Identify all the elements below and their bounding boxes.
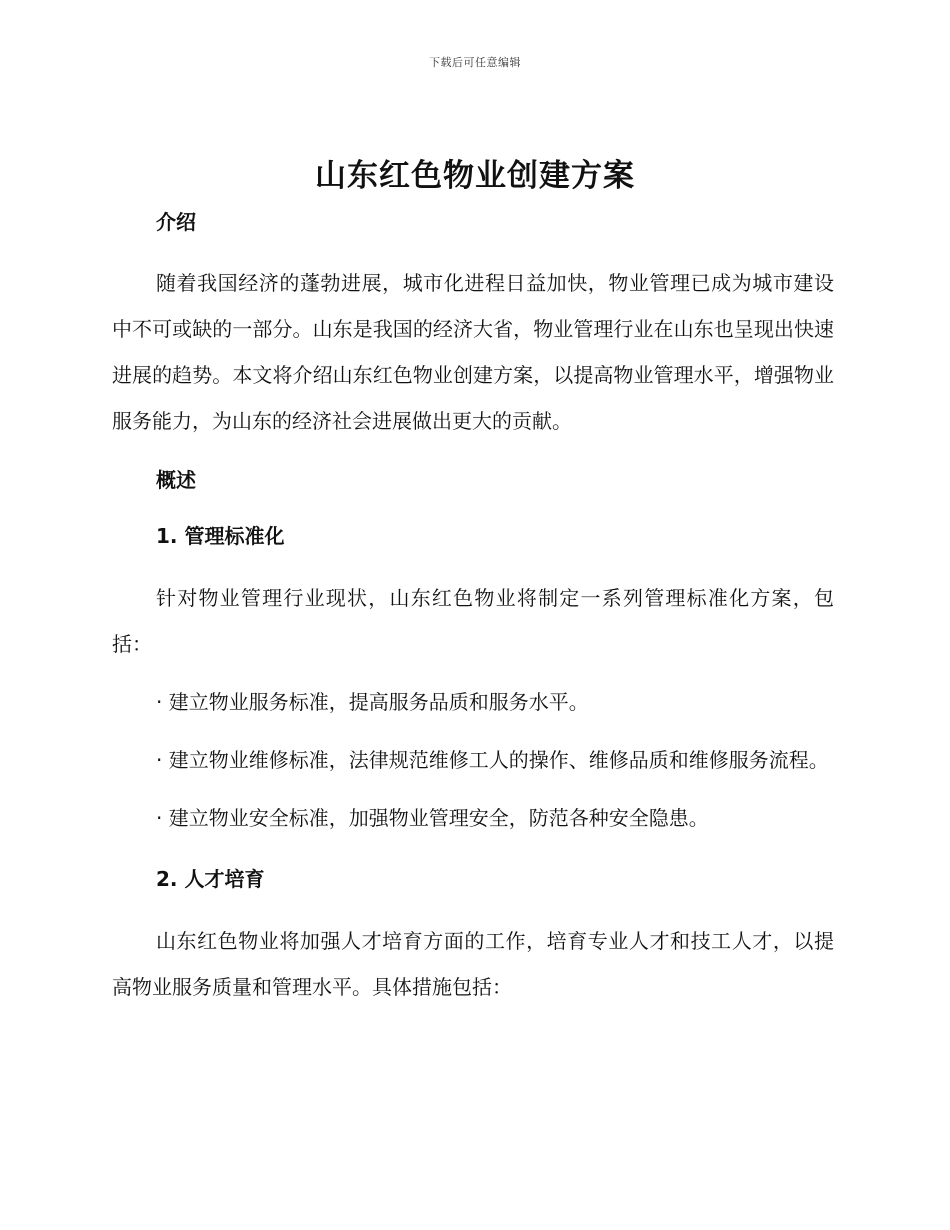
section2-heading: 2. 人才培育 (156, 867, 265, 891)
section1-heading: 1. 管理标准化 (156, 524, 285, 548)
section1-paragraph: 针对物业管理行业现状，山东红色物业将制定一系列管理标准化方案，包括： (112, 586, 834, 656)
section1-bullet-2: · 建立物业维修标准，法律规范维修工人的操作、维修品质和维修服务流程。 (156, 748, 829, 772)
section1-bullet-1: · 建立物业服务标准，提高服务品质和服务水平。 (156, 690, 589, 714)
document-title: 山东红色物业创建方案 (315, 158, 635, 194)
document-body (112, 206, 834, 1010)
intro-paragraph: 随着我国经济的蓬勃进展，城市化进程日益加快，物业管理已成为城市建设中不可或缺的一部分。山东是我国的经济大省，物业管理行业在山东也呈现出快速进展的趋势。本文将介绍山东红色物业创建方案，以提高物业管理水平，增强物业服务能力，为山东的经济社会进展做出更大的贡献。 (112, 271, 834, 433)
overview-heading: 概述 (156, 468, 196, 492)
header-note: 下载后可任意编辑 (429, 56, 521, 69)
intro-heading: 介绍 (156, 210, 196, 234)
section2-paragraph: 山东红色物业将加强人才培育方面的工作，培育专业人才和技工人才，以提高物业服务质量和管理水平。具体措施包括： (112, 929, 834, 999)
section1-bullet-3: · 建立物业安全标准，加强物业管理安全，防范各种安全隐患。 (156, 806, 709, 830)
